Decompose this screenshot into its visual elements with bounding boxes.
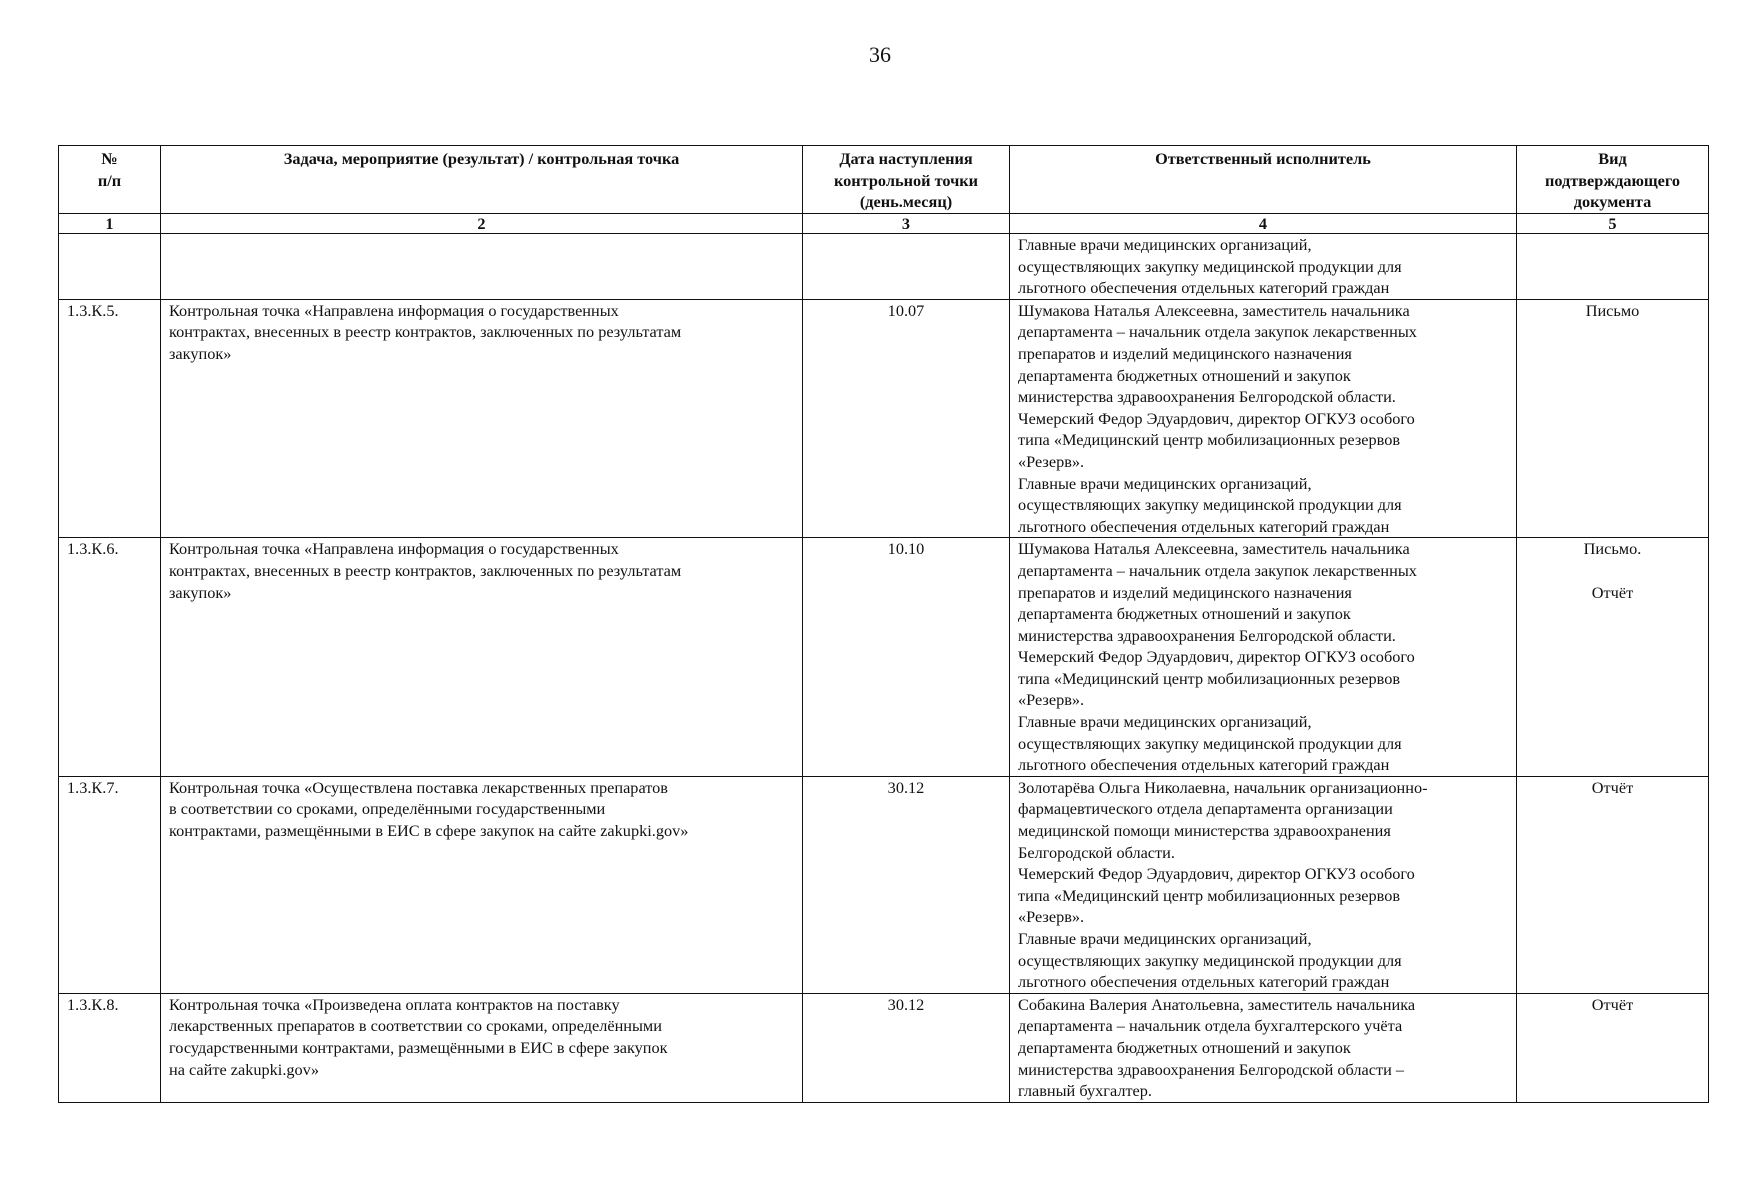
task-text-line: государственными контрактами, размещёнными в ЕИС в сфере закупок [169,1037,668,1057]
responsible-text-line: препаратов и изделий медицинского назначения [1018,343,1352,363]
responsible-text-line: департамента – начальник отдела закупок лекарственных [1018,322,1417,342]
responsible-text-line: льготного обеспечения отдельных категорий граждан [1018,755,1390,775]
responsible-text-line: Главные врачи медицинских организаций, [1018,235,1312,254]
header-num [59,146,161,214]
header-line: Дата наступления [839,149,973,168]
row-number-cell: 1.3.К.7. [59,776,161,993]
responsible-text-line: осуществляющих закупку медицинской продукции для [1018,733,1402,753]
header-line: документа [1573,192,1652,212]
header-line: контрольной точки [833,170,979,190]
task-text-line: закупок» [169,582,232,602]
document-type-cell [1517,538,1709,777]
responsible-text-line: Главные врачи медицинских организаций, [1018,712,1312,732]
date-cell: 10.10 [803,538,1010,777]
spacer [1525,560,1700,582]
responsible-cell [1010,993,1517,1102]
responsible-cell [1010,234,1517,300]
task-text-line: лекарственных препаратов в соответствии со сроками, определёнными [169,1016,662,1036]
responsible-text-line: главный бухгалтер. [1018,1081,1152,1101]
responsible-text-line: осуществляющих закупку медицинской продукции для [1018,256,1402,276]
column-index-row [59,214,1709,234]
column-index: 5 [1517,214,1709,234]
row-number-cell: 1.3.К.6. [59,538,161,777]
document-type-cell [1517,234,1709,300]
page-number: 36 [869,42,891,67]
responsible-text-line: «Резерв». [1018,690,1085,710]
row-number-cell [59,234,161,300]
task-cell [161,299,803,538]
responsible-text-line: департамента бюджетных отношений и закупок [1018,365,1351,385]
header-line: (день.месяц) [859,192,953,212]
header-line: Задача, мероприятие (результат) / контрольная точка [283,149,680,168]
date-cell: 30.12 [803,993,1010,1102]
responsible-cell [1010,538,1517,777]
task-text-line: Контрольная точка «Произведена оплата контрактов на поставку [169,994,620,1014]
responsible-text-line: министерства здравоохранения Белгородской области. [1018,625,1396,645]
table-row [59,234,1709,300]
task-text-line: Контрольная точка «Осуществлена поставка лекарственных препаратов [169,777,668,797]
responsible-text-line: департамента – начальник отдела бухгалтерского учёта [1018,1016,1403,1036]
task-cell [161,234,803,300]
document-type-cell [1517,993,1709,1102]
header-line: подтверждающего [1544,170,1681,190]
responsible-text-line: Чемерский Федор Эдуардович, директор ОГКУЗ особого [1018,647,1415,667]
responsible-text-line: типа «Медицинский центр мобилизационных резервов [1018,668,1401,688]
table-row [59,776,1709,993]
header-row [59,146,1709,214]
task-cell [161,993,803,1102]
responsible-text-line: «Резерв». [1018,907,1085,927]
task-text-line: Контрольная точка «Направлена информация о государственных [169,539,619,559]
responsible-text-line: Шумакова Наталья Алексеевна, заместитель начальника [1018,300,1410,320]
table-row [59,538,1709,777]
responsible-text-line: департамента – начальник отдела закупок лекарственных [1018,560,1417,580]
responsible-text-line: льготного обеспечения отдельных категорий граждан [1018,278,1390,298]
row-number-cell: 1.3.К.8. [59,993,161,1102]
header-line: Вид [1598,149,1627,168]
responsible-text-line: Собакина Валерия Анатольевна, заместитель начальника [1018,994,1416,1014]
header-line: № [101,149,118,168]
document-type-text: Письмо. [1583,539,1642,559]
task-text-line: контрактах, внесенных в реестр контрактов, заключенных по результатам [169,322,682,342]
document-type-cell [1517,776,1709,993]
header-responsible [1010,146,1517,214]
document-type-text: Отчёт [1591,994,1634,1014]
responsible-text-line: Шумакова Наталья Алексеевна, заместитель начальника [1018,539,1410,559]
responsible-text-line: министерства здравоохранения Белгородской области. [1018,387,1396,407]
responsible-text-line: департамента бюджетных отношений и закупок [1018,604,1351,624]
document-type-cell [1517,299,1709,538]
responsible-text-line: льготного обеспечения отдельных категорий граждан [1018,972,1390,992]
responsible-text-line: медицинской помощи министерства здравоохранения [1018,821,1391,841]
responsible-text-line: типа «Медицинский центр мобилизационных резервов [1018,885,1401,905]
table-row [59,299,1709,538]
responsible-text-line: препаратов и изделий медицинского назначения [1018,582,1352,602]
row-number-cell: 1.3.К.5. [59,299,161,538]
header-line: п/п [97,170,122,190]
responsible-text-line: Белгородской области. [1018,842,1175,862]
date-cell: 10.07 [803,299,1010,538]
header-date [803,146,1010,214]
task-text-line: в соответствии со сроками, определёнными государственными [169,799,606,819]
responsible-text-line: осуществляющих закупку медицинской продукции для [1018,495,1402,515]
responsible-text-line: министерства здравоохранения Белгородской области – [1018,1059,1405,1079]
task-text-line: на сайте zakupki.gov» [169,1059,319,1079]
table-body [59,234,1709,1103]
task-text-line: контрактами, размещёнными в ЕИС в сфере закупок на сайте zakupki.gov» [169,821,689,841]
responsible-cell [1010,299,1517,538]
document-type-text: Отчёт [1591,582,1634,602]
control-points-table [58,145,1709,1103]
task-cell [161,538,803,777]
responsible-cell [1010,776,1517,993]
responsible-text-line: осуществляющих закупку медицинской продукции для [1018,950,1402,970]
responsible-text-line: Главные врачи медицинских организаций, [1018,473,1312,493]
responsible-text-line: «Резерв». [1018,451,1085,471]
header-document-type [1517,146,1709,214]
task-cell [161,776,803,993]
column-index: 3 [803,214,1010,234]
responsible-text-line: фармацевтического отдела департамента организации [1018,799,1393,819]
document-type-text: Письмо [1585,300,1640,320]
responsible-text-line: Главные врачи медицинских организаций, [1018,929,1312,948]
responsible-text-line: типа «Медицинский центр мобилизационных резервов [1018,430,1401,450]
responsible-text-line: департамента бюджетных отношений и закупок [1018,1037,1351,1057]
responsible-text-line: льготного обеспечения отдельных категорий граждан [1018,516,1390,536]
responsible-text-line: Чемерский Федор Эдуардович, директор ОГКУЗ особого [1018,864,1415,884]
date-cell [803,234,1010,300]
responsible-text-line: Чемерский Федор Эдуардович, директор ОГКУЗ особого [1018,408,1415,428]
date-cell: 30.12 [803,776,1010,993]
column-index: 2 [161,214,803,234]
responsible-text-line: Золотарёва Ольга Николаевна, начальник организационно- [1018,777,1428,797]
task-text-line: закупок» [169,343,232,363]
column-index: 4 [1010,214,1517,234]
header-task [161,146,803,214]
header-line: Ответственный исполнитель [1155,149,1371,168]
task-text-line: Контрольная точка «Направлена информация о государственных [169,300,619,320]
document-type-text: Отчёт [1591,777,1634,797]
task-text-line: контрактах, внесенных в реестр контрактов, заключенных по результатам [169,560,682,580]
column-index: 1 [59,214,161,234]
table-row [59,993,1709,1102]
